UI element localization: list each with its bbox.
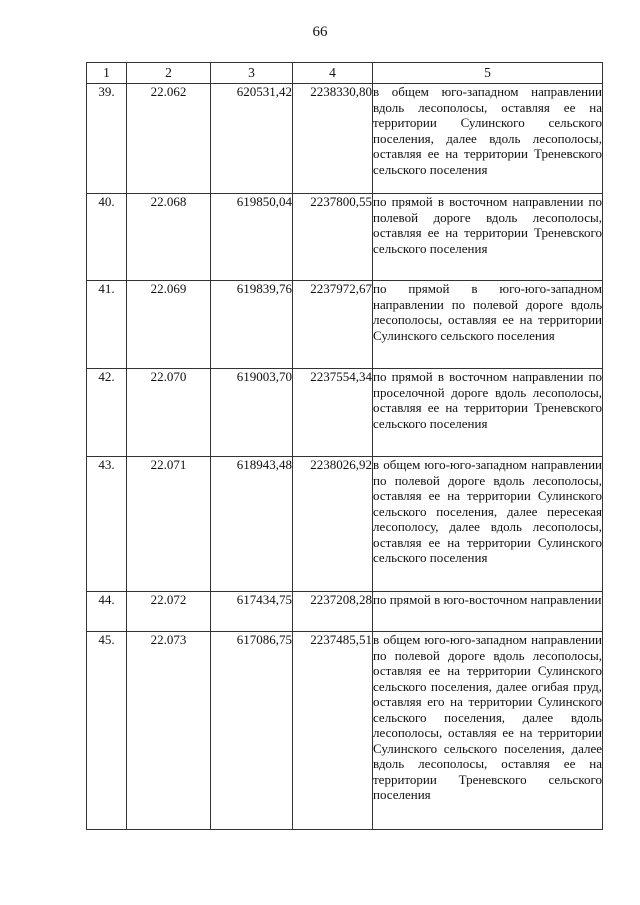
coordinate-x: 619839,76 bbox=[211, 281, 293, 369]
point-id: 22.069 bbox=[127, 281, 211, 369]
coordinate-x: 618943,48 bbox=[211, 457, 293, 592]
point-id: 22.073 bbox=[127, 632, 211, 830]
header-cell: 3 bbox=[211, 63, 293, 84]
table-row bbox=[87, 194, 603, 281]
point-id: 22.072 bbox=[127, 592, 211, 632]
header-cell: 1 bbox=[87, 63, 127, 84]
route-description: по прямой в юго-восточном направлении bbox=[373, 592, 603, 632]
header-cell: 2 bbox=[127, 63, 211, 84]
coordinate-x: 619003,70 bbox=[211, 369, 293, 457]
point-id: 22.062 bbox=[127, 84, 211, 194]
point-id: 22.068 bbox=[127, 194, 211, 281]
table-row bbox=[87, 281, 603, 369]
table-row bbox=[87, 632, 603, 830]
coordinate-y: 2237800,55 bbox=[293, 194, 373, 281]
row-number: 42. bbox=[87, 369, 127, 457]
table-row bbox=[87, 592, 603, 632]
coordinate-x: 620531,42 bbox=[211, 84, 293, 194]
route-description: по прямой в восточном направлении по проселочной дороге вдоль лесополосы, оставляя ее на территории Треневского сельского поселения bbox=[373, 369, 603, 457]
route-description: по прямой в юго-юго-западном направлении по полевой дороге вдоль лесополосы, оставляя ее на территории Сулинского сельского поселения bbox=[373, 281, 603, 369]
table-row bbox=[87, 457, 603, 592]
row-number: 45. bbox=[87, 632, 127, 830]
coordinate-y: 2237485,51 bbox=[293, 632, 373, 830]
header-cell: 4 bbox=[293, 63, 373, 84]
coordinate-y: 2237208,28 bbox=[293, 592, 373, 632]
row-number: 39. bbox=[87, 84, 127, 194]
route-description: в общем юго-западном направлении вдоль лесополосы, оставляя ее на территории Сулинского сельского поселения, далее вдоль лесополосы, оставляя ее на территории Треневского сельского поселения bbox=[373, 84, 603, 194]
page-number: 66 bbox=[312, 24, 328, 40]
header-cell: 5 bbox=[373, 63, 603, 84]
coordinate-y: 2237972,67 bbox=[293, 281, 373, 369]
row-number: 44. bbox=[87, 592, 127, 632]
coordinate-x: 617086,75 bbox=[211, 632, 293, 830]
coordinate-x: 619850,04 bbox=[211, 194, 293, 281]
table-row bbox=[87, 84, 603, 194]
header-row bbox=[87, 63, 603, 84]
row-number: 40. bbox=[87, 194, 127, 281]
coordinate-y: 2238026,92 bbox=[293, 457, 373, 592]
coordinate-x: 617434,75 bbox=[211, 592, 293, 632]
boundary-table bbox=[86, 62, 603, 830]
route-description: по прямой в восточном направлении по полевой дороге вдоль лесополосы, оставляя ее на территории Треневского сельского поселения bbox=[373, 194, 603, 281]
coordinate-y: 2237554,34 bbox=[293, 369, 373, 457]
route-description: в общем юго-юго-западном направлении по полевой дороге вдоль лесополосы, оставляя ее на территории Сулинского сельского поселения, далее огибая пруд, оставляя его на территории Сулинского сельского поселения, далее вдоль лесополосы, оставляя ее на территории Сулинского сельского поселения, далее вдоль лесополосы, оставляя ее на территории Треневского сельского поселения bbox=[373, 632, 603, 830]
row-number: 41. bbox=[87, 281, 127, 369]
coordinate-y: 2238330,80 bbox=[293, 84, 373, 194]
row-number: 43. bbox=[87, 457, 127, 592]
point-id: 22.071 bbox=[127, 457, 211, 592]
point-id: 22.070 bbox=[127, 369, 211, 457]
table-row bbox=[87, 369, 603, 457]
route-description: в общем юго-юго-западном направлении по полевой дороге вдоль лесополосы, оставляя ее на территории Сулинского сельского поселения, далее пересекая лесополосу, далее вдоль лесополосы, оставляя ее на территории Сулинского сельского поселения bbox=[373, 457, 603, 592]
